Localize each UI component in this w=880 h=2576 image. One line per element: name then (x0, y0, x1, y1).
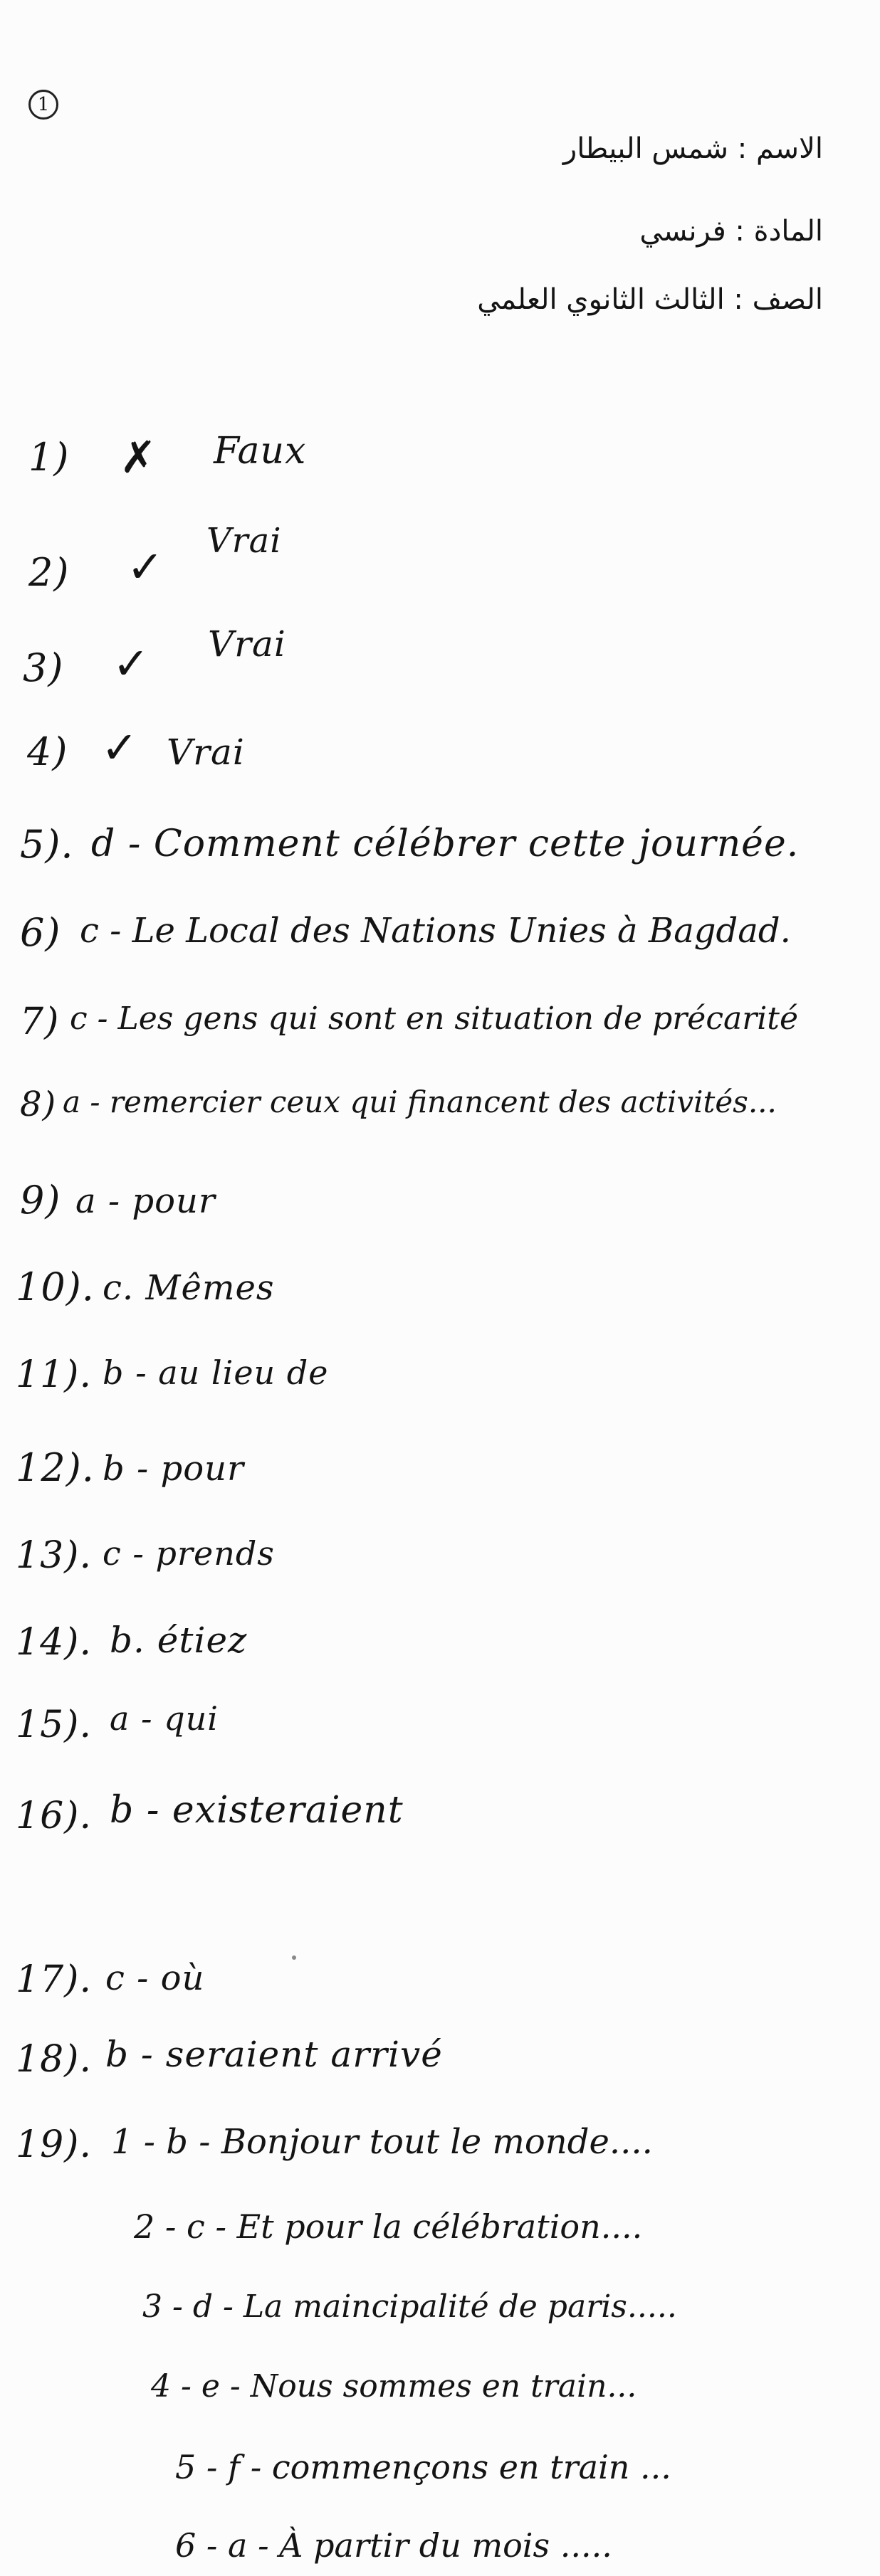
stray-dot (292, 1955, 296, 1960)
answer-6-text: c - Le Local des Nations Unies à Bagdad. (80, 911, 791, 951)
matching-item-2: 2 - c - Et pour la célébration.... (134, 2207, 643, 2246)
answer-7-text: c - Les gens qui sont en situation de précarité (70, 1001, 799, 1037)
check-mark-icon: ✓ (112, 638, 150, 690)
answer-19-number: 19). (16, 2123, 92, 2166)
answer-2-text: Vrai (206, 521, 282, 561)
answer-16-number: 16). (16, 1795, 92, 1837)
check-mark-icon: ✓ (101, 722, 138, 774)
answer-2-number: 2) (28, 550, 70, 595)
answer-12-number: 12). (16, 1445, 95, 1490)
answer-9-text: a - pour (75, 1181, 216, 1221)
answer-4-number: 4) (27, 729, 68, 774)
page-number: 1 (28, 90, 58, 120)
answer-12-text: b - pour (103, 1449, 244, 1489)
answer-9-number: 9) (20, 1178, 61, 1223)
answer-17-text: c - où (105, 1958, 205, 1998)
class-line: الصف : الثالث الثانوي العلمي (477, 283, 823, 316)
answer-1-text: Faux (214, 430, 307, 473)
answer-1-number: 1) (28, 435, 70, 480)
subject-line: المادة : فرنسي (639, 215, 823, 248)
answer-4-text: Vrai (167, 732, 245, 773)
answer-5-text: d - Comment célébrer cette journée. (91, 823, 800, 865)
matching-item-3: 3 - d - La maincipalité de paris..... (142, 2289, 677, 2325)
answer-10-text: c. Mêmes (103, 1268, 275, 1308)
matching-item-4: 4 - e - Nous sommes en train... (151, 2368, 637, 2405)
answer-16-text: b - existeraient (110, 1789, 404, 1832)
answer-3-number: 3) (23, 645, 64, 690)
answer-18-number: 18). (16, 2038, 92, 2081)
answer-18-text: b - seraient arrivé (105, 2034, 443, 2075)
answer-7-number: 7) (20, 1001, 60, 1043)
student-name-line: الاسم : شمس البيطار (562, 132, 823, 165)
answer-17-number: 17). (16, 1958, 92, 2001)
answer-19-text: 1 - b - Bonjour tout le monde.... (111, 2122, 653, 2162)
answer-14-number: 14). (16, 1621, 92, 1664)
matching-item-5: 5 - f - commençons en train ... (175, 2448, 671, 2486)
answer-10-number: 10). (16, 1265, 95, 1309)
answer-11-number: 11). (16, 1353, 92, 1396)
answer-8-text: a - remercier ceux qui financent des activités... (63, 1084, 777, 1119)
answer-3-text: Vrai (208, 623, 286, 665)
answer-8-number: 8) (20, 1084, 57, 1124)
matching-item-6: 6 - a - À partir du mois ..... (175, 2526, 612, 2565)
answer-13-text: c - prends (103, 1534, 275, 1573)
answer-15-number: 15). (16, 1704, 92, 1746)
answer-5-number: 5). (20, 822, 74, 867)
answer-15-text: a - qui (110, 1699, 219, 1738)
answer-14-text: b. étiez (110, 1620, 248, 1661)
answer-6-number: 6) (20, 910, 61, 955)
answer-11-text: b - au lieu de (103, 1353, 329, 1392)
answer-13-number: 13). (16, 1534, 92, 1577)
check-mark-icon: ✓ (127, 541, 164, 593)
cross-mark-icon: ✗ (120, 431, 157, 483)
